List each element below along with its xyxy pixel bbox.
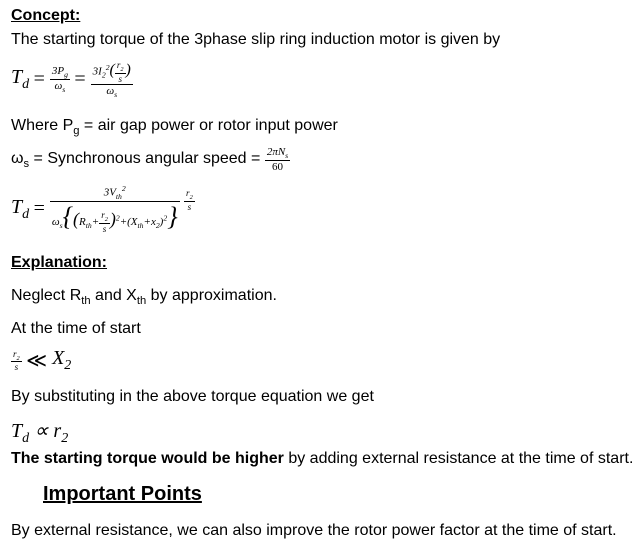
eq1-frac2-num: $3I_2^2$( $\frac{r_2}{s}$ ) [92, 60, 131, 84]
important-points-heading: Important Points [43, 483, 202, 505]
eq2-main-fraction [50, 184, 180, 234]
approx-equation: $\frac{r_2}{s}$ ≪ $X_2$ [13, 347, 72, 373]
start-text: At the time of start [11, 320, 141, 337]
omega-frac-num: $2\pi N_s$ [266, 146, 289, 161]
omega-fraction [265, 146, 290, 173]
explanation-heading: Explanation: [11, 254, 108, 271]
torque-equation-1: $T_d$ = $\frac{3P_g}{\omega_s}$ = $3I_2^2$( $\frac{r_2}{s}$ ) $\omega_s$ [11, 60, 131, 99]
eq2-right-num: $r_2$ [186, 188, 193, 201]
eq2-den: $\omega_s\{(R_{th}+$ $\frac{r_2}{s}$ )$^2+(X_{th}+x_2)^2$} [51, 201, 178, 235]
eq1-frac2-den: $\omega_s$ [91, 84, 133, 99]
proportional-equation: $T_d \propto r_2$ [11, 420, 69, 446]
eq2-num: $3V_{th}^2$ [103, 184, 126, 201]
torque-equation-2: $T_d$ = $3V_{th}^2$ $\omega_s\{(R_{th}+$ $\frac{r_2}{s}$ )$^2+(X_{th}+x_2)^2$} $\frac{r_2}{s}$ [11, 184, 193, 235]
eq1-frac1-den: $\omega_s$ [50, 79, 70, 94]
eq1-fraction-1 [50, 65, 70, 94]
eq2-right-fraction [184, 188, 195, 212]
concept-heading: Concept: [11, 7, 81, 24]
intro-text: The starting torque of the 3phase slip ring induction motor is given by [11, 31, 501, 48]
omega-frac-den: 60 [265, 160, 290, 173]
conclusion-text [11, 450, 633, 468]
eq1-frac1-num: $3P_g$ [51, 64, 68, 79]
final-text: By external resistance, we can also improve the rotor power factor at the time of start. [11, 522, 617, 539]
conclusion-rest: by adding external resistance at the time of start. [283, 450, 634, 467]
neglect-text: Neglect $R_{th}$ and $X_{th}$ by approximation. [11, 287, 277, 308]
omega-line: $\omega_s$ = Synchronous angular speed = $\frac{2\pi N_s}{60}$ [11, 146, 289, 174]
where-text: Where $P_g$ = air gap power or rotor input power [11, 117, 338, 138]
substitute-text: By substituting in the above torque equation we get [11, 388, 374, 405]
conclusion-bold: The starting torque would be higher [11, 450, 284, 467]
eq2-right-den: s [184, 201, 195, 212]
eq1-fraction-2 [91, 60, 133, 99]
